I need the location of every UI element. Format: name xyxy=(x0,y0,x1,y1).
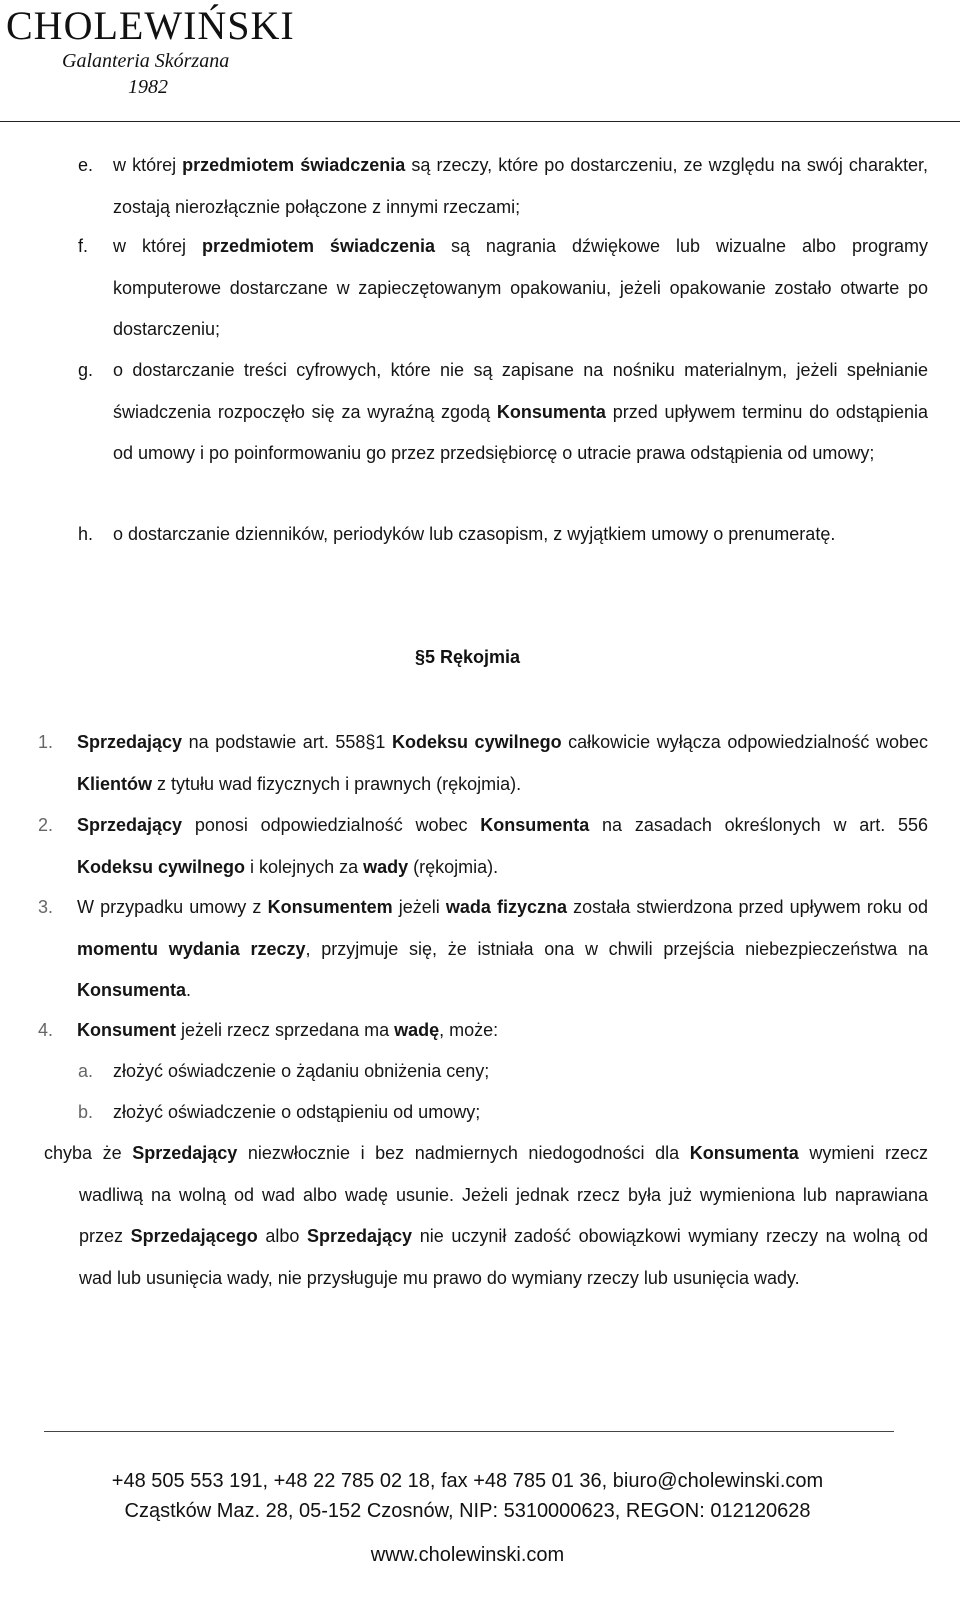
numbered-item: Konsument jeżeli rzecz sprzedana ma wadę, może: xyxy=(77,1020,499,1040)
list-item: o dostarczanie dzienników, periodyków lub czasopism, z wyjątkiem umowy o prenumeratę. xyxy=(113,524,836,544)
sub-option-marker: b. xyxy=(78,1102,94,1122)
numbered-marker: 4. xyxy=(38,1020,54,1040)
brand-year: 1982 xyxy=(128,76,168,98)
brand-subtitle: Galanteria Skórzana xyxy=(62,50,230,72)
numbered-item: Sprzedający ponosi odpowiedzialność wobec Konsumenta na zasadach określonych w art. 556 Kodeksu cywilnego i kolejnych za wady (rękojmia). xyxy=(77,815,928,877)
section-heading: §5 Rękojmia xyxy=(414,647,521,667)
footer-divider xyxy=(44,1431,894,1432)
list-item: w której przedmiotem świadczenia są nagrania dźwiękowe lub wizualne albo programy komputerowe dostarczane w zapieczętowanym opakowaniu, jeżeli opakowanie zostało otwarte po dostarczeniu; xyxy=(113,236,928,339)
footer-address: Cząstków Maz. 28, 05-152 Czosnów, NIP: 5310000623, REGON: 012120628 xyxy=(124,1500,811,1522)
list-marker: h. xyxy=(78,524,94,544)
list-item: o dostarczanie treści cyfrowych, które nie są zapisane na nośniku materialnym, jeżeli spełnianie świadczenia rozpoczęło się za wyraźną zgodą Konsumenta przed upływem terminu do odstąpienia od umowy i po poinformowaniu go przez przedsiębiorcę o utracie prawa odstąpienia od umowy; xyxy=(113,360,928,463)
list-marker: f. xyxy=(78,236,89,256)
numbered-marker: 2. xyxy=(38,815,54,835)
numbered-item: W przypadku umowy z Konsumentem jeżeli wada fizyczna została stwierdzona przed upływem roku od momentu wydania rzeczy, przyjmuje się, że istniała ona w chwili przejścia niebezpieczeństwa na Konsumenta. xyxy=(77,897,928,1000)
numbered-item: Sprzedający na podstawie art. 558§1 Kodeksu cywilnego całkowicie wyłącza odpowiedzialność wobec Klientów z tytułu wad fizycznych i prawnych (rękojmia). xyxy=(77,732,928,794)
sub-option: złożyć oświadczenie o odstąpieniu od umowy; xyxy=(113,1102,481,1122)
list-marker: g. xyxy=(78,360,94,380)
letterhead xyxy=(0,0,960,125)
sub-option: złożyć oświadczenie o żądaniu obniżenia ceny; xyxy=(113,1061,490,1081)
header-divider xyxy=(0,121,960,122)
sub-option-marker: a. xyxy=(78,1061,94,1081)
list-item: w której przedmiotem świadczenia są rzeczy, które po dostarczeniu, ze względu na swój charakter, zostają nierozłącznie połączone z innymi rzeczami; xyxy=(113,155,928,217)
footer-contact: +48 505 553 191, +48 22 785 02 18, fax +48 785 01 36, biuro@cholewinski.com xyxy=(111,1470,824,1492)
numbered-marker: 1. xyxy=(38,732,54,752)
closing-paragraph: chyba że Sprzedający niezwłocznie i bez nadmiernych niedogodności dla Konsumenta wymieni rzecz wadliwą na wolną od wad albo wadę usunie. Jeżeli jednak rzecz była już wymieniona lub naprawiana przez Sprzedającego albo Sprzedający nie uczynił zadość obowiązkowi wymiany rzeczy na wolną od wad lub usunięcia wady, nie przysługuje mu prawo do wymiany rzeczy lub usunięcia wady. xyxy=(44,1143,928,1288)
footer-website: www.cholewinski.com xyxy=(370,1544,565,1566)
list-marker: e. xyxy=(78,155,94,175)
numbered-marker: 3. xyxy=(38,897,54,917)
brand-name: CHOLEWIŃSKI xyxy=(6,3,295,48)
